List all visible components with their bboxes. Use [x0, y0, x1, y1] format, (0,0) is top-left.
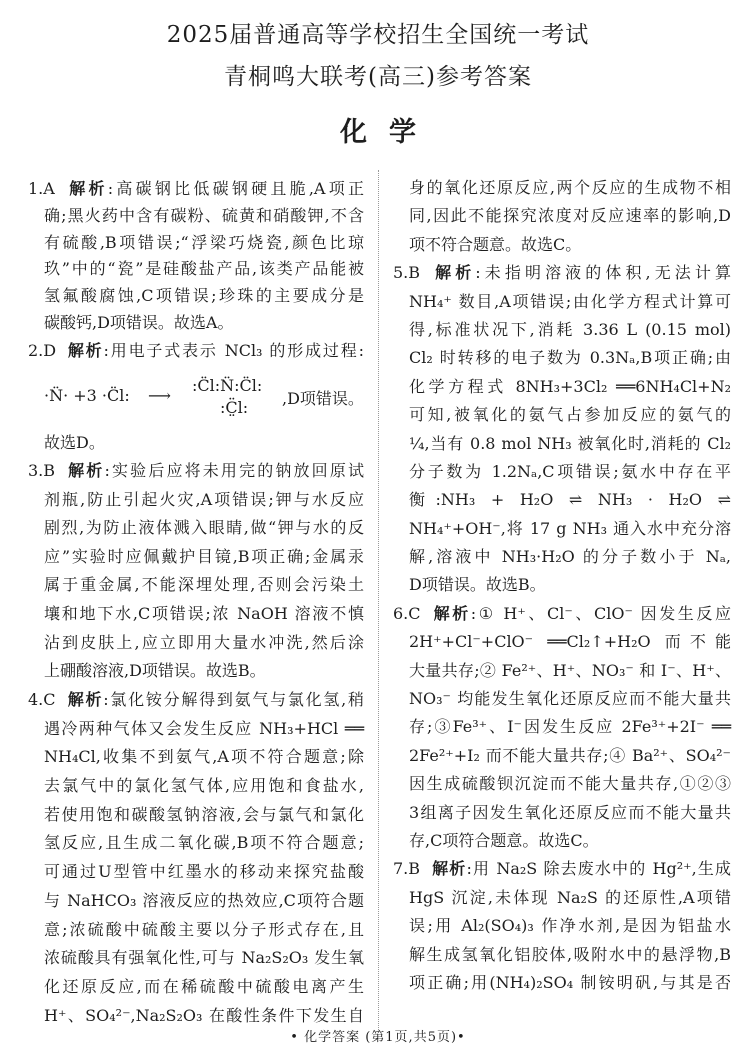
answer-text: :① H⁺、Cl⁻、ClO⁻ 因发生反应 [470, 603, 731, 623]
text-line: 遇冷两种气体又会发生反应 NH₃+HCl ══ [44, 718, 364, 738]
answer-number: 7.B [393, 859, 421, 879]
answer-2 [28, 338, 364, 365]
text-line: 存;③Fe³⁺、I⁻因发生反应 2Fe³⁺+2I⁻ ══ [409, 717, 731, 737]
text-line: 有硫酸,B项错误;“浮梁巧烧瓷,颜色比琼 [44, 232, 364, 252]
page-title-line1: 2025届普通高等学校招生全国统一考试 [166, 22, 590, 48]
text-line: 故选D。 [44, 433, 105, 452]
page-footer: • 化学答案 (第1页,共5页)• [290, 1030, 466, 1045]
text-line: 解生成氢氧化铝胶体,吸附水中的悬浮物,B [409, 944, 731, 964]
answer-3 [28, 457, 364, 686]
text-line: 项正确;用(NH₄)₂SO₄ 制铵明矾,与其是否 [409, 972, 731, 992]
text-line: 衡:NH₃ + H₂O ⇌ NH₃ · H₂O ⇌ [409, 490, 731, 510]
text-line: 浓硫酸具有强氧化性,可与 Na₂S₂O₃ 发生氧 [44, 948, 364, 968]
formula-arrow: ⟶ [148, 386, 171, 405]
page-title-line2: 青桐鸣大联考(高三)参考答案 [224, 64, 532, 90]
text-line: 沾到皮肤上,应立即用大量水冲洗,然后涂 [44, 632, 364, 652]
analysis-label: 解析 [431, 859, 467, 879]
answer-number: 2.D [28, 341, 57, 360]
formula-reactants: ·N̈· +3 ·C̈l: [44, 386, 130, 405]
answer-text: :用电子式表示 NCl₃ 的形成过程: [103, 341, 364, 360]
text-line: ¼,当有 0.8 mol NH₃ 被氧化时,消耗的 Cl₂ [409, 433, 731, 453]
text-line: 可知,被氧化的氨气占参加反应的氨气的 [409, 405, 731, 425]
text-line: 氢氟酸腐蚀,C项错误;珍珠的主要成分是 [44, 286, 364, 306]
answer-first-line [28, 686, 364, 715]
text-line: 碳酸钙,D项错误。故选A。 [44, 312, 234, 332]
text-line: 存,C项符合题意。故选C。 [409, 830, 599, 850]
text-line: 3组离子因发生氧化还原反应而不能大量共 [409, 802, 731, 822]
text-line: NO₃⁻ 均能发生氧化还原反应而不能大量共 [409, 689, 731, 709]
answer-first-line [28, 457, 364, 486]
text-line: D项错误。故选B。 [409, 575, 546, 595]
answer-first-line [28, 338, 364, 365]
answer-number: 4.C [28, 690, 56, 709]
text-line: 上硼酸溶液,D项错误。故选B。 [44, 661, 266, 681]
answer-text: :高碳钢比低碳钢硬且脆,A项正 [107, 179, 364, 198]
text-line: H⁺、SO₄²⁻,Na₂S₂O₃ 在酸性条件下发生自 [44, 1005, 364, 1025]
text-line: 得,标准状况下,消耗 3.36 L (0.15 mol) [409, 319, 731, 339]
right-column [393, 174, 731, 997]
subject-heading: 化学 [340, 117, 438, 148]
answer-number: 6.C [393, 603, 421, 623]
text-line: 误;用 Al₂(SO₄)₃ 作净水剂,是因为铝盐水 [409, 916, 731, 936]
answer-text: :实验后应将未用完的钠放回原试 [104, 461, 364, 480]
answer-first-line [28, 176, 364, 203]
answer-number: 3.B [28, 461, 56, 480]
formula-product-top: :C̈l:N̈:C̈l: [192, 376, 263, 395]
answer-2-end [28, 430, 364, 457]
analysis-label: 解析 [66, 341, 104, 360]
text-line: 化学方程式 8NH₃+3Cl₂ ══6NH₄Cl+N₂ [409, 376, 731, 396]
answer-text: :用 Na₂S 除去废水中的 Hg²⁺,生成 [466, 859, 731, 879]
text-line: NH₄⁺+OH⁻,将 17 g NH₃ 通入水中充分溶 [409, 518, 731, 538]
analysis-label: 解析 [66, 690, 104, 709]
answer-4 [28, 686, 364, 1030]
answer-text: :未指明溶液的体积,无法计算 [475, 263, 731, 283]
text-line: 属于重金属,不能深埋处理,否则会污染土 [44, 575, 364, 595]
analysis-label: 解析 [66, 179, 108, 198]
answer-first-line [393, 600, 731, 628]
text-line: 剧烈,为防止液体溅入眼睛,做“钾与水的反 [44, 518, 364, 538]
text-line: 同,因此不能探究浓度对反应速率的影响,D [409, 206, 731, 226]
text-line: 2Fe²⁺+I₂ 而不能大量共存;④ Ba²⁺、SO₄²⁻ [409, 745, 731, 765]
text-line: 去氯气中的氯化氢气体,应用饱和食盐水, [44, 776, 364, 796]
text-line: 解,溶液中 NH₃·H₂O 的分子数小于 Nₐ, [409, 547, 731, 567]
text-line: 可通过U型管中红墨水的移动来探究盐酸 [44, 862, 364, 882]
analysis-label: 解析 [431, 263, 476, 283]
text-line: 与 NaHCO₃ 溶液反应的热效应,C项符合题 [44, 890, 364, 910]
answer-number: 1.A [28, 179, 55, 198]
formula-product-bottom: :C̤̈l: [220, 398, 249, 417]
column-divider [378, 170, 379, 1032]
answer-first-line [393, 855, 731, 883]
text-line: 项不符合题意。故选C。 [409, 234, 582, 254]
text-line: 应”实验时应佩戴护目镜,B项正确;金属汞 [44, 546, 364, 566]
answer-text: :氯化铵分解得到氨气与氯化氢,稍 [103, 690, 364, 709]
text-line: 身的氧化还原反应,两个反应的生成物不相 [409, 178, 731, 197]
text-line: HgS 沉淀,未体现 Na₂S 的还原性,A项错 [409, 887, 731, 907]
text-line: 剂瓶,防止引起火灾,A项错误;钾与水反应 [44, 489, 364, 509]
text-line: Cl₂ 时转移的电子数为 0.3Nₐ,B项正确;由 [409, 348, 731, 368]
answer-number: 5.B [393, 263, 421, 283]
text-line: 确;黑火药中含有碳粉、硫黄和硝酸钾,不含 [44, 205, 364, 225]
analysis-label: 解析 [431, 603, 471, 623]
text-line: NH₄Cl,收集不到氨气,A项不符合题意;除 [44, 747, 364, 767]
text-line: 2H⁺+Cl⁻+ClO⁻ ══Cl₂↑+H₂O 而不能 [409, 632, 731, 652]
text-line: NH₄⁺ 数目,A项错误;由化学方程式计算可 [409, 291, 731, 311]
electron-formula [44, 372, 364, 428]
text-line: 因生成硫酸钡沉淀而不能大量共存,①②③ [409, 774, 731, 794]
text-line: 大量共存;② Fe²⁺、H⁺、NO₃⁻ 和 I⁻、H⁺、 [409, 660, 731, 680]
text-line: 壤和地下水,C项错误;浓 NaOH 溶液不慎 [44, 603, 364, 623]
text-line: 氢反应,且生成二氧化碳,B项不符合题意; [44, 833, 364, 853]
text-line: 化还原反应,而在稀硫酸中硫酸电离产生 [44, 976, 364, 996]
formula-tail: ,D项错误。 [282, 389, 364, 408]
text-line: 玖”中的“瓷”是硅酸盐产品,该类产品能被 [44, 259, 364, 279]
answer-1 [28, 176, 364, 337]
text-line: 若使用饱和碳酸氢钠溶液,会与氯气和氯化 [44, 804, 364, 824]
text-line: 意;浓硫酸中硫酸主要以分子形式存在,且 [44, 919, 364, 939]
text-line: 分子数为 1.2Nₐ,C项错误;氨水中存在平 [409, 461, 731, 481]
analysis-label: 解析 [66, 461, 105, 480]
answer-first-line [393, 259, 731, 287]
